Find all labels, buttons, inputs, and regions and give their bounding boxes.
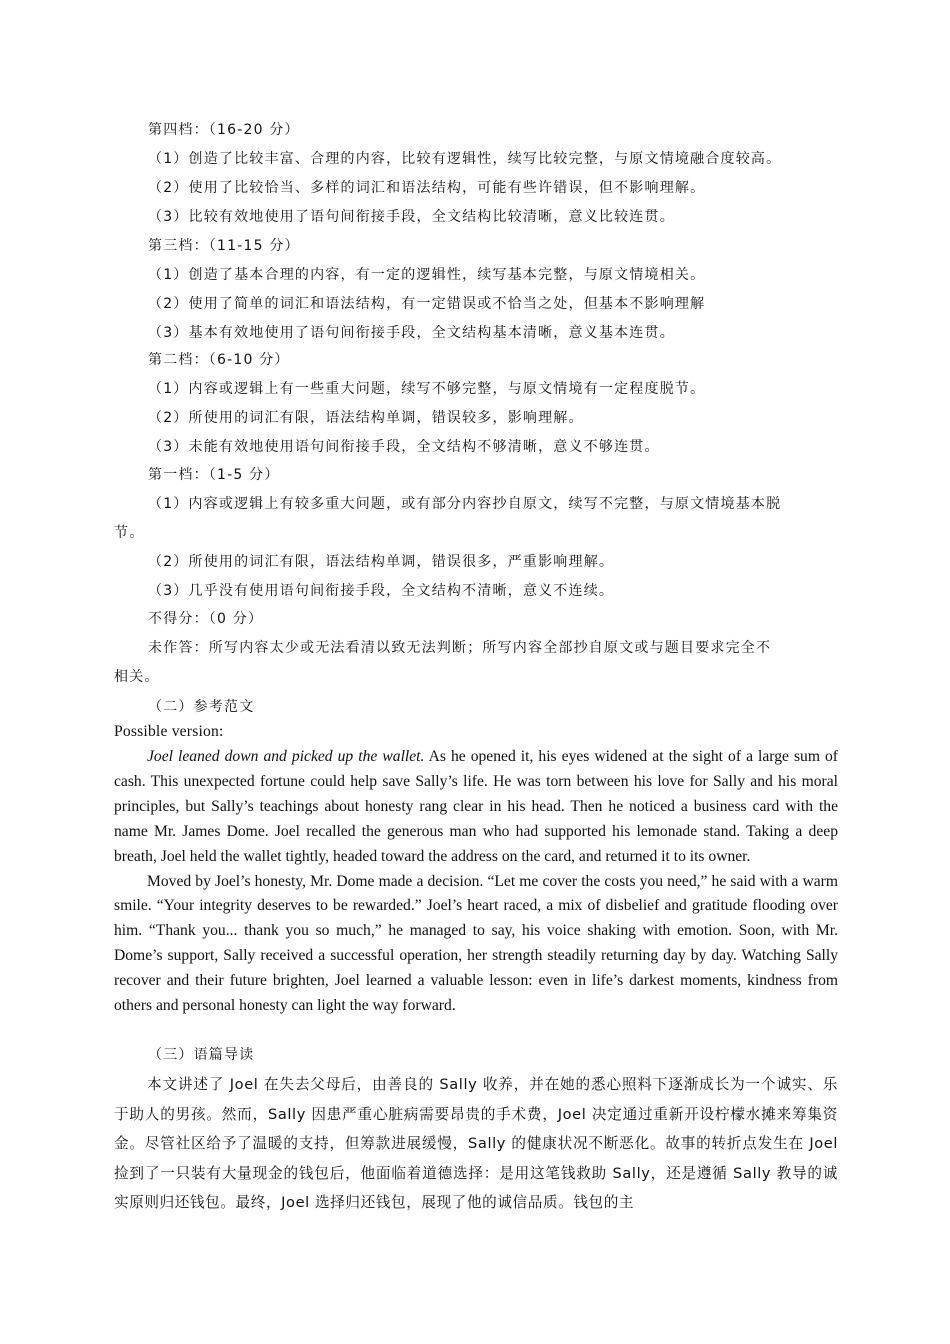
tier3-item-2: （2）使用了简单的词汇和语法结构，有一定错误或不恰当之处，但基本不影响理解 [148, 296, 706, 312]
sample-paragraph-1 [114, 745, 838, 870]
sample-paragraph-2: Moved by Joel’s honesty, Mr. Dome made a decision. “Let me cover the costs you need,” he said with a warm smile. “Your integrity deserves to be rewarded.” Joel’s heart raced, a mix of disbelief and gratitude flooding over him. “Thank you... thank you so much,” he managed to say, his voice shaking with emotion. Soon, with Mr. Dome’s support, Sally received a successful operation, her strength steadily returning day by day. Watching Sally recover and their future brighten, Joel learned a valuable lesson: even in life’s darkest moments, kindness from others and personal honesty can light the way forward. [114, 872, 838, 1015]
tier1-title: 第一档：（1-5 分） [148, 467, 280, 483]
tier2-item-2: （2）所使用的词汇有限，语法结构单调，错误较多，影响理解。 [148, 410, 584, 426]
sample-heading: （二）参考范文 [148, 699, 255, 715]
tier1-item-3: （3）几乎没有使用语句间衔接手段，全文结构不清晰，意义不连续。 [148, 583, 615, 599]
tier1-item-1-line2: 节。 [114, 525, 145, 541]
tier1-item-1-line1: （1）内容或逻辑上有较多重大问题，或有部分内容抄自原文，续写不完整，与原文情境基本脱 [148, 496, 782, 512]
tier2-item-1: （1）内容或逻辑上有一些重大问题，续写不够完整，与原文情境有一定程度脱节。 [148, 381, 706, 397]
tier4-item-1: （1）创造了比较丰富、合理的内容，比较有逻辑性，续写比较完整，与原文情境融合度较高。 [148, 151, 782, 167]
tier3-item-3: （3）基本有效地使用了语句间衔接手段，全文结构基本清晰，意义基本连贯。 [148, 325, 675, 341]
tier4-item-2: （2）使用了比较恰当、多样的词汇和语法结构，可能有些许错误，但不影响理解。 [148, 180, 706, 196]
guide-text [114, 1070, 838, 1218]
sample-essay [114, 745, 838, 1019]
guide-paragraph-1: 本文讲述了 Joel 在失去父母后，由善良的 Sally 收养，并在她的悉心照料下逐渐成长为一个诚实、乐于助人的男孩。然而，Sally 因患严重心脏病需要昂贵的手术费，Joel 决定通过重新开设柠檬水摊来筹集资金。尽管社区给予了温暖的支持，但筹款进展缓慢，Sally 的健康状况不断恶化。故事的转折点发生在 Joel 捡到了一只装有大量现金的钱包后，他面临着道德选择：是用这笔钱救助 Sally，还是遵循 Sally 教导的诚实原则归还钱包。最终，Joel 选择归还钱包，展现了他的诚信品质。钱包的主 [114, 1076, 838, 1211]
tier1-item-2: （2）所使用的词汇有限，语法结构单调，错误很多，严重影响理解。 [148, 554, 615, 570]
guide-heading: （三）语篇导读 [148, 1047, 255, 1063]
possible-version-label: Possible version: [114, 723, 224, 740]
tier4-item-3: （3）比较有效地使用了语句间衔接手段，全文结构比较清晰，意义比较连贯。 [148, 209, 675, 225]
tier3-title: 第三档：（11-15 分） [148, 238, 300, 254]
tier2-title: 第二档：（6-10 分） [148, 352, 290, 368]
tier2-item-3: （3）未能有效地使用语句间衔接手段，全文结构不够清晰，意义不够连贯。 [148, 439, 660, 455]
no-answer-line2: 相关。 [114, 669, 160, 685]
sample-paragraph-1-body: As he opened it, his eyes widened at the sight of a large sum of cash. This unexpected fortune could help save Sally’s life. He was torn between his love for Sally and his moral principles, but Sally’s teachings about honesty rang clear in his head. Then he noticed a business card with the name Mr. James Dome. Joel recalled the generous man who had supported his lemonade stand. Taking a deep breath, Joel held the wallet tightly, headed toward the address on the card, and returned it to its owner. [114, 748, 838, 865]
sample-paragraph-1-opening: Joel leaned down and picked up the wallet. [147, 748, 425, 765]
tier0-title: 不得分：（0 分） [148, 611, 264, 627]
tier4-title: 第四档：（16-20 分） [148, 122, 300, 138]
no-answer-line1: 未作答：所写内容太少或无法看清以致无法判断；所写内容全部抄自原文或与题目要求完全不 [148, 640, 772, 656]
tier3-item-1: （1）创造了基本合理的内容，有一定的逻辑性，续写基本完整，与原文情境相关。 [148, 267, 706, 283]
